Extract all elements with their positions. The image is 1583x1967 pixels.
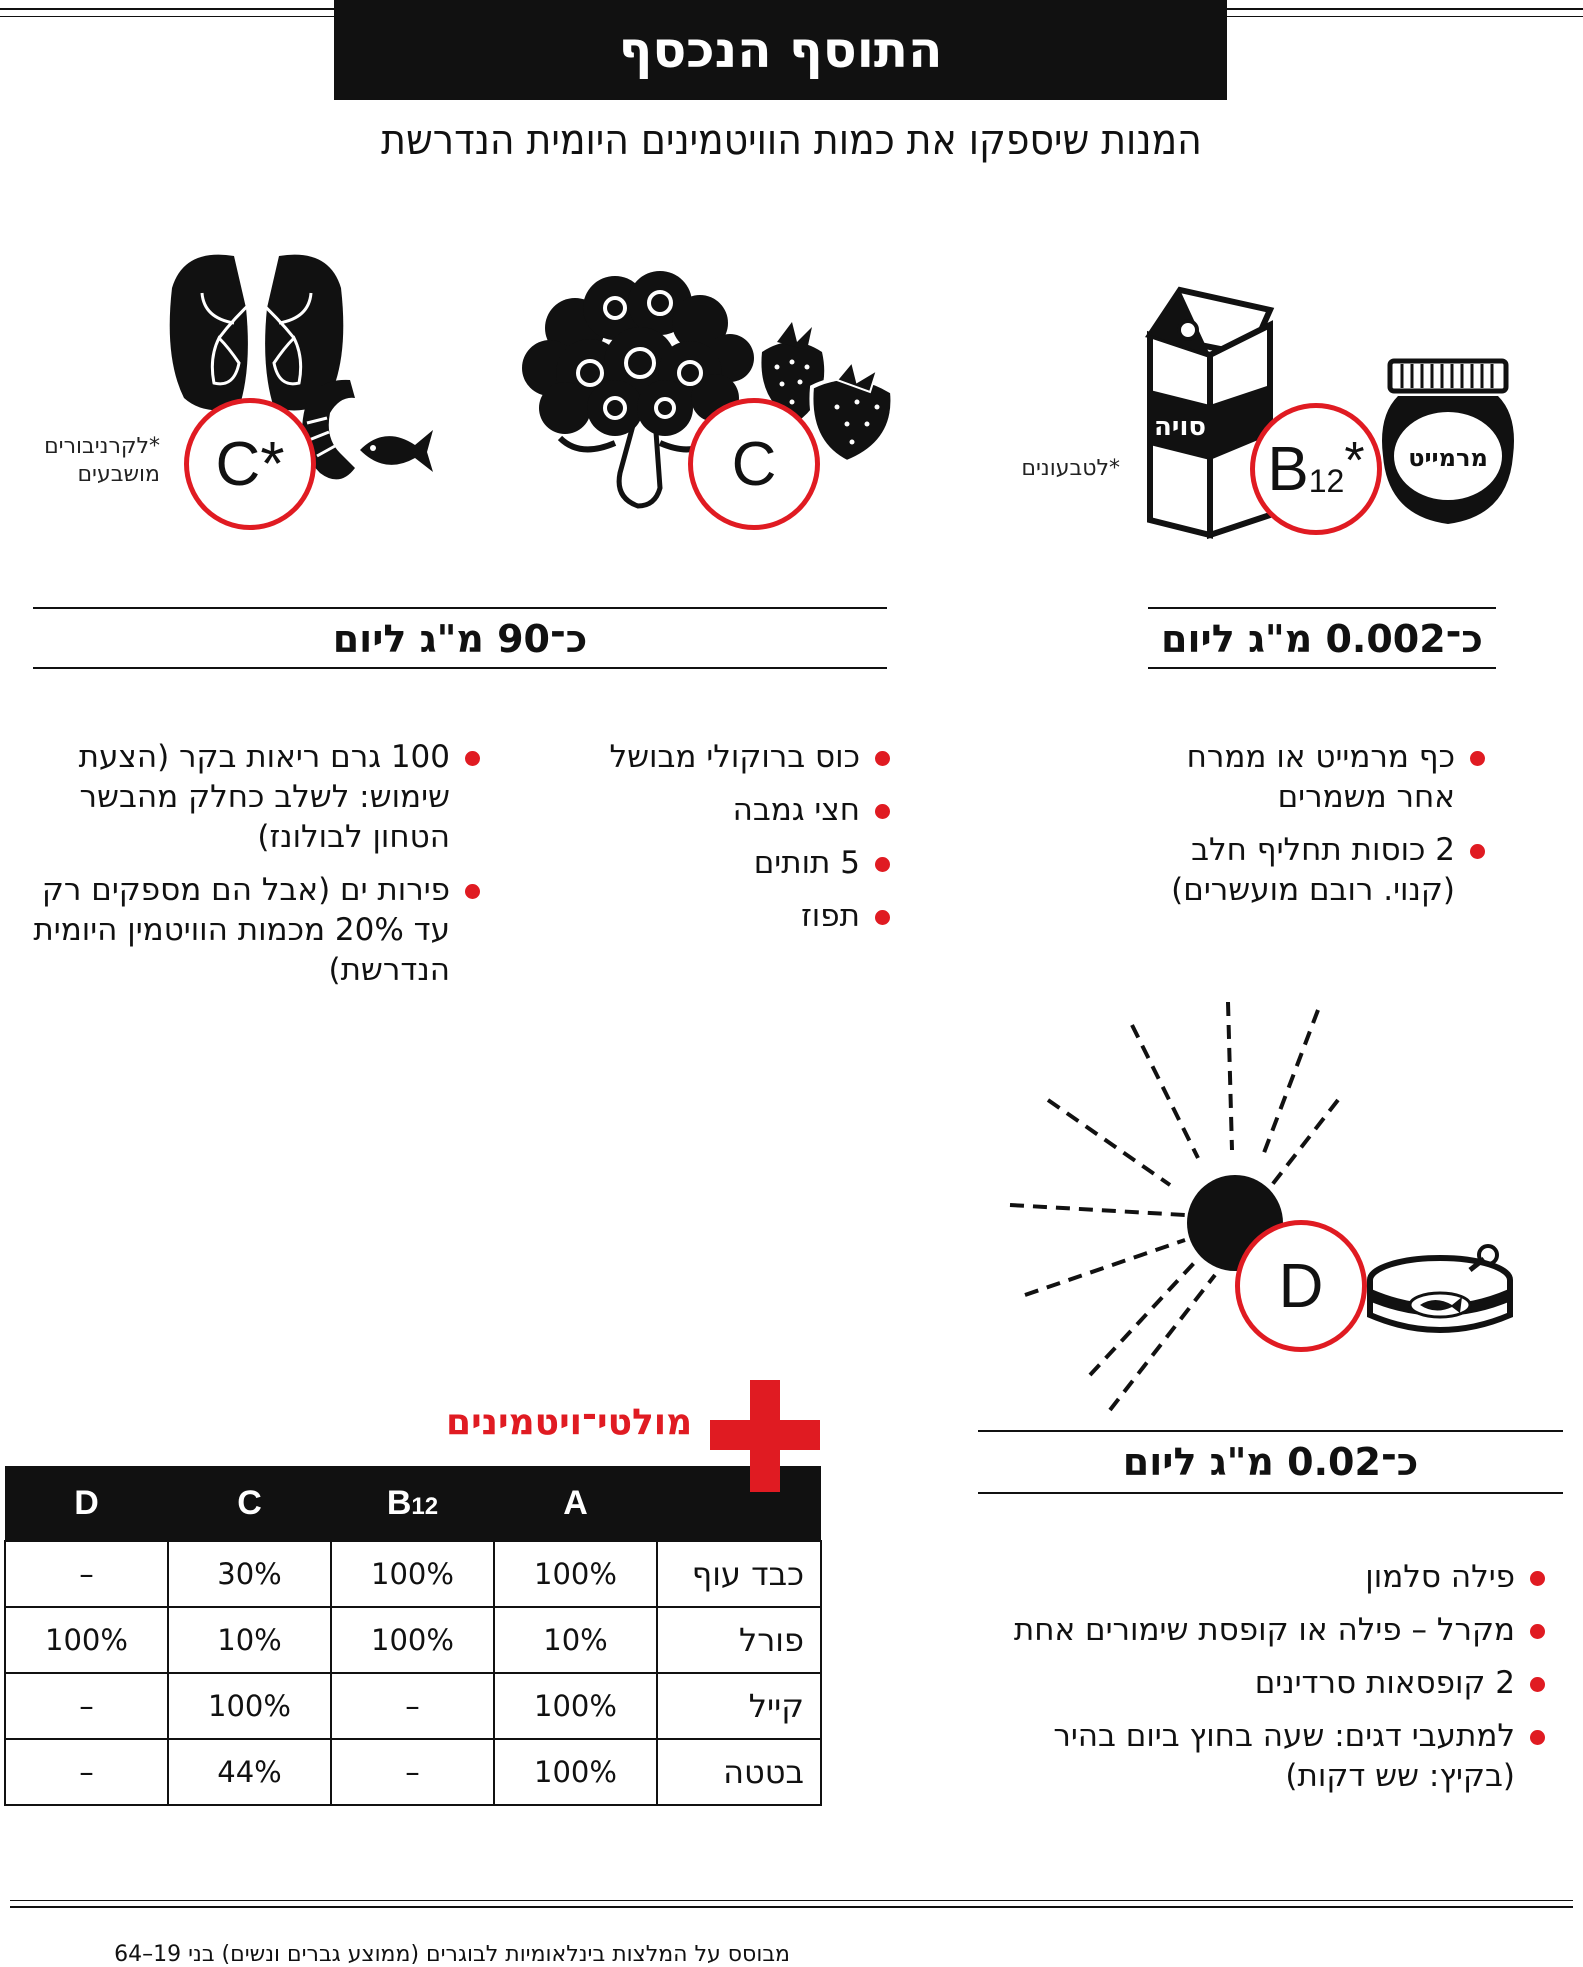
list-item: למתעבי דגים: שעה בחוץ ביום בהיר (בקיץ: שש דקות) <box>960 1716 1545 1796</box>
d-rule-bottom <box>978 1492 1563 1494</box>
d-letter: D <box>1278 1251 1324 1321</box>
list-item: 2 כוסות תחליף חלב (קנוי. רובם מועשרים) <box>1140 830 1485 910</box>
list-item: פירות ים (אבל הם מספקים רק עד 20% מכמות הוויטמין היומית הנדרשת) <box>30 870 480 990</box>
footer-note: מבוסס על המלצות בינלאומיות לבוגרים (ממוצע גברים ונשים) בני 19–64 <box>114 1942 790 1967</box>
fish-icon <box>355 420 435 480</box>
d-rule-top <box>978 1430 1563 1432</box>
bullet-icon <box>1530 1677 1545 1692</box>
bullet-icon <box>875 910 890 925</box>
header-d: D <box>5 1466 168 1541</box>
c-meat-note: *לקרניבורים מושבעים <box>44 434 160 487</box>
bullet-icon <box>875 804 890 819</box>
table-row: 100% 10% 100% 10% פורל <box>5 1607 821 1673</box>
b12-sub: 12 <box>1308 462 1345 499</box>
sardine-can-icon <box>1360 1235 1520 1345</box>
header-a: A <box>494 1466 657 1541</box>
milk-label: סויה <box>1153 412 1207 442</box>
b12-rule-top <box>1148 607 1496 609</box>
bullet-icon <box>875 857 890 872</box>
b12-note: *לטבעונים <box>1021 456 1120 481</box>
c-meat-letter: C* <box>215 429 285 499</box>
footer-rule-2 <box>10 1906 1573 1908</box>
plus-icon <box>710 1380 820 1495</box>
c-rule-bottom <box>33 667 887 669</box>
sun-icon <box>1000 990 1340 1420</box>
list-item: 5 תותים <box>560 843 890 883</box>
c-letter: C <box>731 429 777 499</box>
bullet-icon <box>1530 1624 1545 1639</box>
table-header-row <box>5 1466 821 1541</box>
table-row: – 30% 100% 100% כבד עוף <box>5 1541 821 1607</box>
bullet-icon <box>1530 1571 1545 1586</box>
footer-rule-1 <box>10 1900 1573 1901</box>
marmite-jar-icon <box>1378 356 1518 531</box>
header-b12: B12 <box>331 1466 494 1541</box>
vitamin-table <box>4 1466 822 1806</box>
c-veg-list <box>560 737 890 949</box>
bullet-icon <box>1470 844 1485 859</box>
list-item: 100 גרם ריאות בקר (הצעת שימוש: לשלב כחלק מהבשר הטחון לבולונז) <box>30 737 480 857</box>
header-b12-sub: 12 <box>411 1492 439 1520</box>
top-rule-right <box>1227 8 1583 10</box>
c-meat-list <box>30 737 480 1003</box>
top-rule-left-2 <box>0 16 334 17</box>
top-rule-right-2 <box>1227 16 1583 17</box>
bullet-icon <box>1470 751 1485 766</box>
list-item: חצי גמבה <box>560 790 890 830</box>
list-item: 2 קופסאות סרדינים <box>960 1663 1545 1703</box>
page-title: התוסף הנכסף <box>618 21 943 79</box>
multivitamin-label: מולטי־ויטמינים <box>446 1402 693 1443</box>
page-title-box <box>334 0 1227 100</box>
c-rule-top <box>33 607 887 609</box>
vitamin-c-badge <box>688 398 820 530</box>
c-amount: כ־90 מ"ג ליום <box>332 617 588 661</box>
bullet-icon <box>465 751 480 766</box>
list-item: תפוז <box>560 896 890 936</box>
table-row: – 100% – 100% קייל <box>5 1673 821 1739</box>
list-item: כף מרמייט או ממרח אחר משמרים <box>1140 737 1485 817</box>
bullet-icon <box>875 751 890 766</box>
milk-carton-icon <box>1140 285 1275 540</box>
b12-letter: B <box>1267 434 1309 504</box>
list-item: כוס ברוקולי מבושל <box>560 737 890 777</box>
top-rule-left <box>0 8 334 10</box>
b12-rule-bottom <box>1148 667 1496 669</box>
d-amount: כ־0.02 מ"ג ליום <box>1122 1440 1419 1484</box>
b12-star: * <box>1344 432 1365 490</box>
list-item: מקרל – פילה או קופסת שימורים אחת <box>960 1610 1545 1650</box>
vitamin-d-badge <box>1235 1220 1367 1352</box>
vitamin-c-meat-badge <box>184 398 316 530</box>
page-subtitle: המנות שיספקו את כמות הוויטמינים היומית הנדרשת <box>381 115 1202 164</box>
bullet-icon <box>465 884 480 899</box>
jar-label: מרמייט <box>1408 444 1488 472</box>
bullet-icon <box>1530 1730 1545 1745</box>
header-c: C <box>168 1466 331 1541</box>
b12-amount: כ־0.002 מ"ג ליום <box>1161 617 1483 661</box>
list-item: פילה סלמון <box>960 1557 1545 1597</box>
table-row: – 44% – 100% בטטה <box>5 1739 821 1805</box>
b12-list <box>1140 737 1485 923</box>
d-list <box>960 1557 1545 1809</box>
vitamin-b12-badge <box>1250 403 1382 535</box>
